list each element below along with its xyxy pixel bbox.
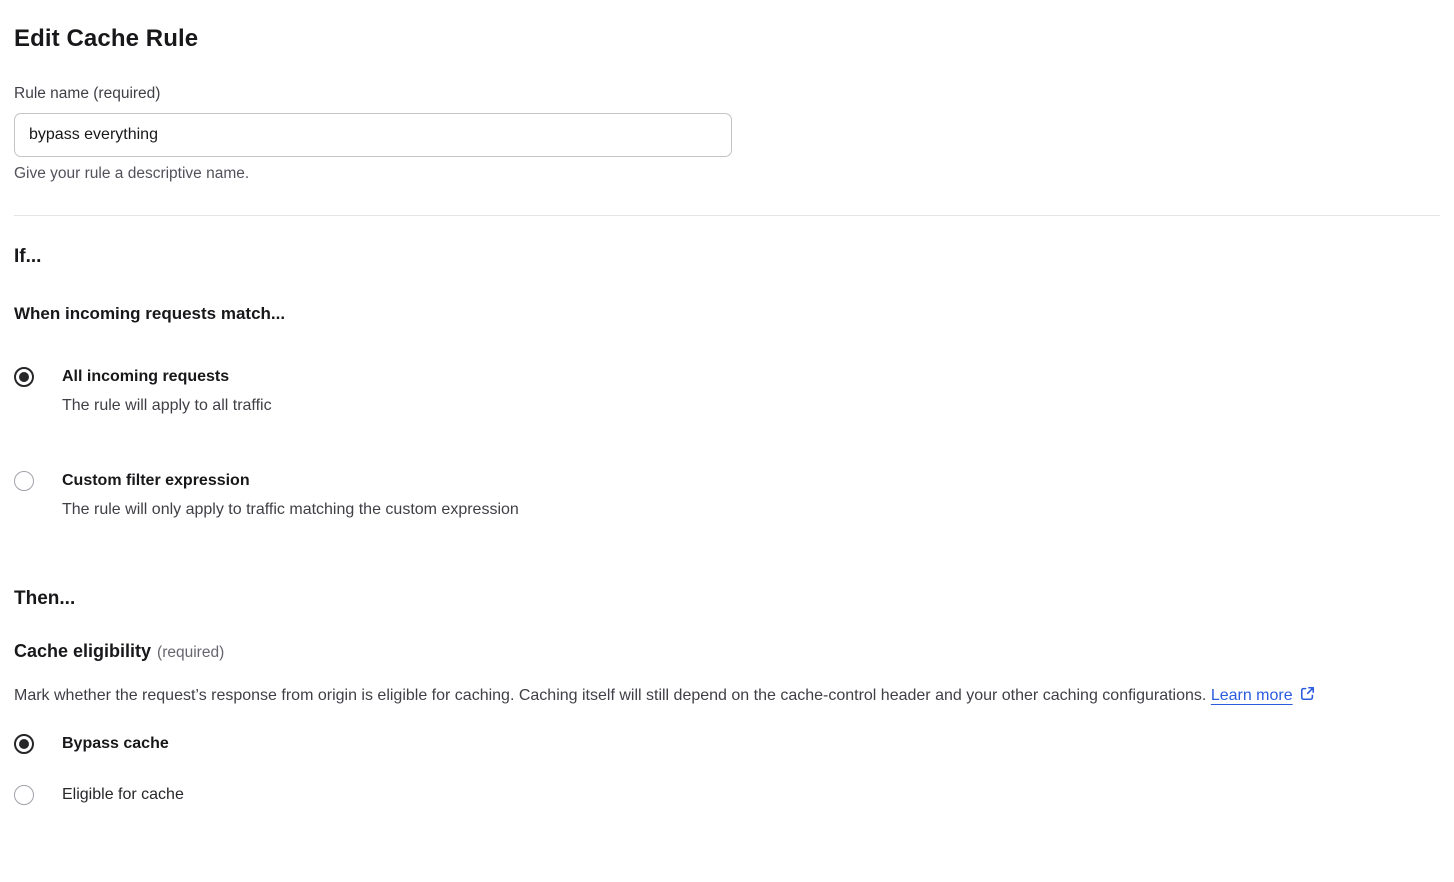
rule-name-input[interactable] xyxy=(14,113,732,157)
rule-name-label: Rule name (required) xyxy=(14,85,161,102)
radio-button-all-incoming-requests[interactable] xyxy=(14,367,34,387)
rule-name-helper: Give your rule a descriptive name. xyxy=(14,165,250,182)
external-link-icon[interactable] xyxy=(1299,685,1316,702)
radio-label: Eligible for cache xyxy=(62,786,184,803)
radio-button-eligible-for-cache[interactable] xyxy=(14,785,34,805)
radio-label: Bypass cache xyxy=(62,735,169,752)
cache-eligibility-description-text: Mark whether the request’s response from origin is eligible for caching. Caching itself will still depend on the cache-control header and your other caching configurations. xyxy=(14,687,1207,704)
if-heading: If... xyxy=(14,246,42,267)
cache-eligibility-description xyxy=(14,681,1416,710)
radio-label: Custom filter expression xyxy=(62,472,250,489)
learn-more-link[interactable]: Learn more xyxy=(1210,687,1293,704)
radio-button-bypass-cache[interactable] xyxy=(14,734,34,754)
radio-description: The rule will apply to all traffic xyxy=(62,397,272,414)
page-title: Edit Cache Rule xyxy=(14,25,199,52)
incoming-requests-match-heading: When incoming requests match... xyxy=(14,304,286,323)
cache-eligibility-label: Cache eligibility xyxy=(14,641,152,661)
edit-cache-rule-form xyxy=(0,24,1454,806)
radio-option-all-incoming-requests[interactable] xyxy=(14,366,1440,417)
section-divider xyxy=(14,215,1440,216)
radio-option-bypass-cache[interactable] xyxy=(14,733,1440,755)
cache-eligibility-heading xyxy=(14,640,1440,664)
radio-label: All incoming requests xyxy=(62,368,230,385)
radio-button-custom-filter-expression[interactable] xyxy=(14,471,34,491)
then-heading: Then... xyxy=(14,588,76,609)
radio-option-custom-filter-expression[interactable] xyxy=(14,470,1440,521)
radio-option-eligible-for-cache[interactable] xyxy=(14,784,1440,806)
radio-description: The rule will only apply to traffic matching the custom expression xyxy=(62,501,519,518)
required-note: (required) xyxy=(157,644,225,661)
